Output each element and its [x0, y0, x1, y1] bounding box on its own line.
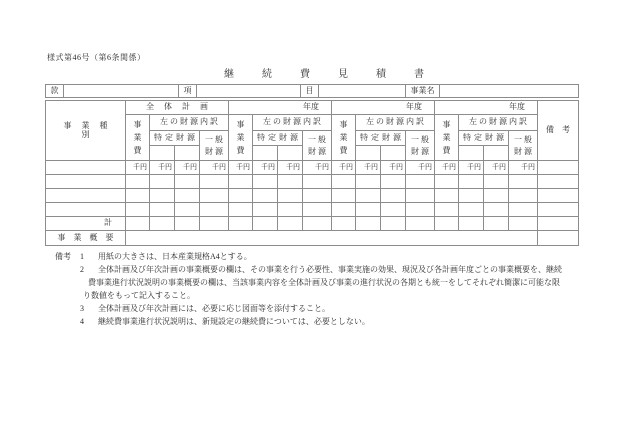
- data-cell: [175, 189, 200, 203]
- note-text-continuation: り数値をもって記入すること。: [83, 291, 195, 300]
- note-text: 全体計画及び年次計画には、必要に応じ図面等を添付すること。: [98, 304, 330, 313]
- data-cell: [356, 203, 381, 217]
- note-item-3: [55, 302, 562, 315]
- total-cell: [126, 217, 150, 231]
- source-breakdown-label: 左の財源内訳: [459, 115, 538, 131]
- note-text: 全体計画及び年次計画の事業概要の欄は、その事業を行う必要性、事業実施の効果、現況及び各計画年度ごとの事業概要を、継続: [98, 265, 562, 274]
- specific-source-fill-cell: [459, 146, 484, 161]
- data-cell: [484, 203, 509, 217]
- data-cell: [175, 175, 200, 189]
- total-cell: [459, 217, 484, 231]
- data-cell: [303, 175, 332, 189]
- data-cell: [459, 189, 484, 203]
- general-source-label: 一般 財源: [509, 131, 538, 161]
- notes-label: 備考: [55, 252, 71, 261]
- notes-section: [55, 250, 562, 328]
- overall-plan-header: 全体計画: [126, 101, 229, 115]
- data-cell: [484, 189, 509, 203]
- total-cell: [484, 217, 509, 231]
- project-name-label: 事業名: [406, 85, 440, 98]
- data-cell: [356, 175, 381, 189]
- general-source-label: 一般 財源: [200, 131, 229, 161]
- data-cell: [126, 189, 150, 203]
- data-cell: [435, 189, 459, 203]
- specific-source-label: 特定財源: [150, 131, 200, 146]
- total-cell: [200, 217, 229, 231]
- summary-label: 事業概要: [46, 231, 126, 246]
- source-breakdown-label: 左の財源内訳: [253, 115, 332, 131]
- total-cell: [253, 217, 278, 231]
- data-cell: [332, 189, 356, 203]
- estimate-table: [45, 100, 579, 246]
- ko-label: 項: [179, 85, 197, 98]
- note-item-2: [55, 263, 562, 276]
- business-type-fill-cell: [46, 203, 126, 217]
- note-number: 1: [80, 252, 84, 261]
- unit-cell: 千円: [406, 161, 435, 175]
- project-cost-label: 事業費: [435, 115, 459, 161]
- business-type-fill-cell: [46, 189, 126, 203]
- data-cell: [435, 175, 459, 189]
- total-cell: [509, 217, 538, 231]
- fiscal-year-header-2: 年度: [332, 101, 435, 115]
- project-cost-label: 事業費: [126, 115, 150, 161]
- data-cell: [150, 189, 175, 203]
- data-cell: [253, 203, 278, 217]
- total-cell: [406, 217, 435, 231]
- unit-row-remarks-cell: [538, 161, 579, 175]
- kan-label: 款: [46, 85, 64, 98]
- total-cell: [150, 217, 175, 231]
- total-label: 計: [46, 217, 126, 231]
- data-cell: [303, 189, 332, 203]
- note-item-4: [55, 315, 562, 328]
- data-cell: [229, 203, 253, 217]
- project-cost-label: 事業費: [229, 115, 253, 161]
- unit-cell: 千円: [484, 161, 509, 175]
- business-type-fill-cell: [46, 175, 126, 189]
- data-cell: [200, 203, 229, 217]
- note-text: 継続費事業進行状況説明は、新規設定の継続費については、必要としない。: [98, 317, 370, 326]
- specific-source-fill-cell: [253, 146, 278, 161]
- unit-cell: 千円: [435, 161, 459, 175]
- specific-source-fill-cell: [356, 146, 381, 161]
- remarks-header: 備考: [538, 101, 579, 161]
- data-cell: [459, 175, 484, 189]
- data-cell: [126, 175, 150, 189]
- data-cell: [253, 175, 278, 189]
- specific-source-fill-cell: [175, 146, 200, 161]
- unit-cell: 千円: [229, 161, 253, 175]
- data-cell: [459, 203, 484, 217]
- total-cell: [278, 217, 303, 231]
- data-cell: [229, 189, 253, 203]
- data-cell: [381, 175, 406, 189]
- specific-source-fill-cell: [278, 146, 303, 161]
- data-cell: [253, 189, 278, 203]
- total-cell: [356, 217, 381, 231]
- data-cell: [332, 175, 356, 189]
- data-cell: [175, 203, 200, 217]
- note-number: 4: [80, 317, 84, 326]
- data-cell: [435, 203, 459, 217]
- data-cell: [406, 203, 435, 217]
- kan-fill-cell: [64, 85, 179, 98]
- fiscal-year-header-1: 年度: [229, 101, 332, 115]
- note-text-continuation: 費事業進行状況説明の事業概要の欄は、当該事業内容を全体計画及び事業の進行状況の各期とも統一をしてそれぞれ簡潔に可能な限: [88, 278, 560, 287]
- data-cell: [150, 203, 175, 217]
- moku-label: 目: [301, 85, 319, 98]
- unit-cell: 千円: [200, 161, 229, 175]
- general-source-label: 一般 財源: [303, 131, 332, 161]
- project-name-fill-cell: [440, 85, 579, 98]
- specific-source-fill-cell: [381, 146, 406, 161]
- total-cell: [332, 217, 356, 231]
- data-cell: [278, 189, 303, 203]
- total-cell: [303, 217, 332, 231]
- data-cell: [303, 203, 332, 217]
- data-cell: [278, 203, 303, 217]
- note-text: 用紙の大きさは、日本産業規格A4とする。: [98, 252, 252, 261]
- data-cell: [484, 175, 509, 189]
- remarks-cell: [538, 175, 579, 189]
- general-source-label: 一般 財源: [406, 131, 435, 161]
- note-number: 3: [80, 304, 84, 313]
- data-cell: [509, 189, 538, 203]
- data-cell: [381, 189, 406, 203]
- total-cell: [175, 217, 200, 231]
- specific-source-fill-cell: [484, 146, 509, 161]
- data-cell: [229, 175, 253, 189]
- summary-content-cell: [126, 231, 538, 246]
- source-breakdown-label: 左の財源内訳: [356, 115, 435, 131]
- unit-cell: 千円: [278, 161, 303, 175]
- unit-row-spacer: [46, 161, 126, 175]
- data-cell: [356, 189, 381, 203]
- data-cell: [509, 175, 538, 189]
- data-cell: [278, 175, 303, 189]
- unit-cell: 千円: [356, 161, 381, 175]
- specific-source-label: 特定財源: [459, 131, 509, 146]
- unit-cell: 千円: [509, 161, 538, 175]
- unit-cell: 千円: [150, 161, 175, 175]
- note-number: 2: [80, 265, 84, 274]
- data-cell: [200, 175, 229, 189]
- form-number: 様式第46号（第6条関係）: [47, 53, 146, 62]
- unit-cell: 千円: [459, 161, 484, 175]
- moku-fill-cell: [319, 85, 406, 98]
- unit-cell: 千円: [381, 161, 406, 175]
- total-cell: [381, 217, 406, 231]
- data-cell: [509, 203, 538, 217]
- unit-cell: 千円: [303, 161, 332, 175]
- data-cell: [126, 203, 150, 217]
- data-cell: [406, 175, 435, 189]
- remarks-cell: [538, 189, 579, 203]
- data-cell: [332, 203, 356, 217]
- total-cell: [435, 217, 459, 231]
- remarks-cell: [538, 203, 579, 217]
- remarks-cell: [538, 217, 579, 231]
- unit-cell: 千円: [253, 161, 278, 175]
- document-title: 継続費見積書: [224, 69, 452, 80]
- project-cost-label: 事業費: [332, 115, 356, 161]
- ko-fill-cell: [197, 85, 301, 98]
- unit-cell: 千円: [332, 161, 356, 175]
- business-type-header: 事業種別: [46, 101, 126, 161]
- specific-source-label: 特定財源: [356, 131, 406, 146]
- specific-source-label: 特定財源: [253, 131, 303, 146]
- data-cell: [381, 203, 406, 217]
- data-cell: [150, 175, 175, 189]
- total-cell: [229, 217, 253, 231]
- remarks-cell: [538, 231, 579, 246]
- source-breakdown-label: 左の財源内訳: [150, 115, 229, 131]
- specific-source-fill-cell: [150, 146, 175, 161]
- fiscal-year-header-3: 年度: [435, 101, 538, 115]
- section-item-table: [45, 84, 579, 98]
- data-cell: [406, 189, 435, 203]
- data-cell: [200, 189, 229, 203]
- unit-cell: 千円: [175, 161, 200, 175]
- unit-cell: 千円: [126, 161, 150, 175]
- note-item-1: [55, 250, 562, 263]
